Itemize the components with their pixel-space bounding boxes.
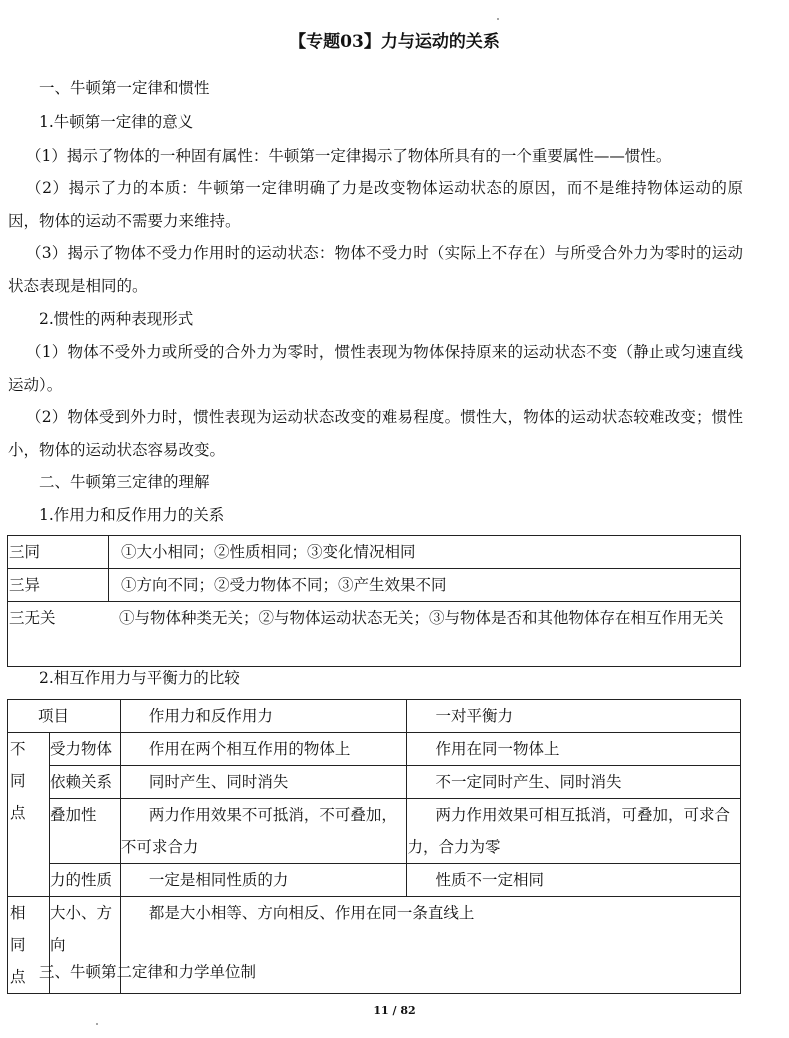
table-row <box>8 864 741 897</box>
page-number: 11 / 82 <box>373 1004 416 1017</box>
section-heading-1: 一、牛顿第一定律和惯性 <box>39 79 210 97</box>
row-wrapped <box>8 602 741 667</box>
table-row <box>8 733 741 766</box>
subheading-1-2: 2.惯性的两种表现形式 <box>39 310 194 328</box>
subheading-1-1: 1.牛顿第一定律的意义 <box>39 113 194 131</box>
scan-dot <box>497 18 499 20</box>
row-text: ①大小相同；②性质相同；③变化情况相同 <box>109 536 741 569</box>
header-item: 项目 <box>8 700 121 733</box>
col1-cell: 同时产生、同时消失 <box>120 766 407 799</box>
header-col2: 一对平衡力 <box>407 700 741 733</box>
paragraph-4: （1）物体不受外力或所受的合外力为零时，惯性表现为物体保持原来的运动状态不变（静止或匀速直线运动）。 <box>8 343 743 394</box>
comparison-table <box>7 699 741 994</box>
aspect-cell: 力的性质 <box>49 864 120 897</box>
diff-label: 不同点 <box>8 733 50 897</box>
paragraph-2: （2）揭示了力的本质：牛顿第一定律明确了力是改变物体运动状态的原因，而不是维持物体运动的原因，物体的运动不需要力来维持。 <box>8 179 743 230</box>
row-text: ①与物体种类无关；②与物体运动状态无关；③与物体是否和其他物体存在相互作用无关 <box>119 609 724 627</box>
relation-table <box>7 535 741 667</box>
paragraph-1: （1）揭示了物体的一种固有属性：牛顿第一定律揭示了物体所具有的一个重要属性——惯性。 <box>26 147 672 165</box>
row-label: 三异 <box>8 569 109 602</box>
col1-cell: 两力作用效果不可抵消，不可叠加，不可求合力 <box>120 799 407 864</box>
col2-cell: 性质不一定相同 <box>407 864 741 897</box>
col2-cell: 两力作用效果可相互抵消，可叠加，可求合力，合力为零 <box>407 799 741 864</box>
same-label: 相同点 <box>8 897 50 994</box>
table-header-row <box>8 700 741 733</box>
section-heading-3: 三、牛顿第二定律和力学单位制 <box>39 963 257 981</box>
row-text: ①方向不同；②受力物体不同；③产生效果不同 <box>109 569 741 602</box>
table-row <box>8 536 741 569</box>
section-heading-2: 二、牛顿第三定律的理解 <box>39 473 210 491</box>
scan-dot <box>96 1023 98 1025</box>
aspect-cell: 大小、方向 <box>49 897 120 994</box>
col1-cell: 一定是相同性质的力 <box>120 864 407 897</box>
paragraph-3: （3）揭示了物体不受力作用时的运动状态：物体不受力时（实际上不存在）与所受合外力为零时的运动状态表现是相同的。 <box>8 244 743 295</box>
aspect-cell: 依赖关系 <box>49 766 120 799</box>
row-label: 三无关 <box>9 609 56 627</box>
col2-cell: 不一定同时产生、同时消失 <box>407 766 741 799</box>
table-row <box>8 799 741 864</box>
page-title: 【专题03】力与运动的关系 <box>289 32 500 52</box>
subheading-2-2: 2.相互作用力与平衡力的比较 <box>39 669 240 687</box>
paragraph-5: （2）物体受到外力时，惯性表现为运动状态改变的难易程度。惯性大，物体的运动状态较难改变；惯性小，物体的运动状态容易改变。 <box>8 408 743 459</box>
col1-cell: 作用在两个相互作用的物体上 <box>120 733 407 766</box>
table-row <box>8 602 741 667</box>
row-label: 三同 <box>8 536 109 569</box>
table-row <box>8 766 741 799</box>
header-col1: 作用力和反作用力 <box>120 700 407 733</box>
aspect-cell: 受力物体 <box>49 733 120 766</box>
col2-cell: 作用在同一物体上 <box>407 733 741 766</box>
aspect-cell: 叠加性 <box>49 799 120 864</box>
table-row <box>8 569 741 602</box>
subheading-2-1: 1.作用力和反作用力的关系 <box>39 506 225 524</box>
same-text: 都是大小相等、方向相反、作用在同一条直线上 <box>120 897 740 994</box>
